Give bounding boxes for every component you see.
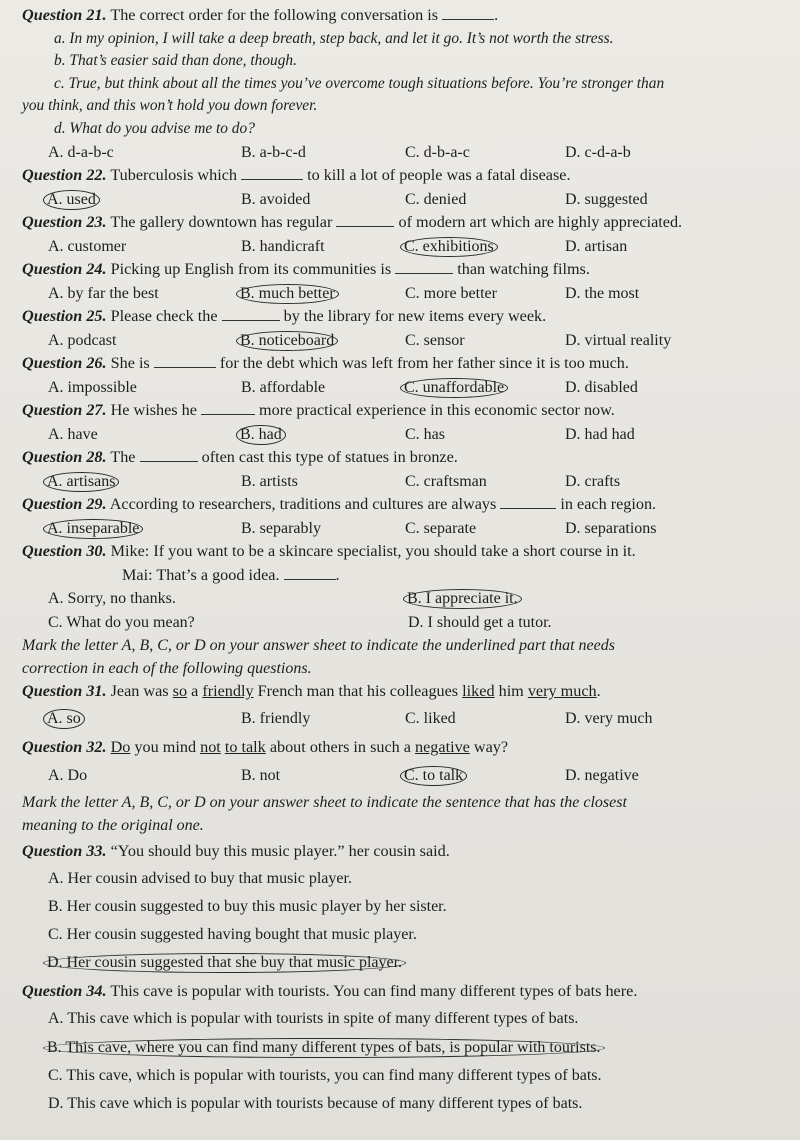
- question-text: This cave is popular with tourists. You can find many different types of bats here.: [110, 982, 638, 1001]
- question-text-before: She is: [110, 353, 150, 372]
- option-c[interactable]: C. more better: [405, 284, 497, 302]
- selected-answer-circle: C. unaffordable: [400, 378, 508, 398]
- options-21: [22, 141, 790, 164]
- question-text-after: more practical experience in this economic sector now.: [259, 400, 615, 419]
- question-29: [22, 493, 790, 517]
- option-b[interactable]: B. friendly: [241, 709, 311, 727]
- option-a[interactable]: A. Do: [48, 766, 88, 784]
- options-22: [22, 188, 790, 211]
- question-26: [22, 352, 790, 376]
- option-d[interactable]: D. c-d-a-b: [565, 143, 631, 161]
- instruction-line: Mark the letter A, B, C, or D on your answer sheet to indicate the underlined part that needs: [22, 636, 615, 654]
- option-c[interactable]: C. sensor: [405, 331, 465, 349]
- options-28: [22, 470, 790, 493]
- option-b[interactable]: B. handicraft: [241, 237, 325, 255]
- sentence-part: a: [191, 681, 199, 700]
- option-d[interactable]: D. suggested: [565, 190, 648, 208]
- option-d[interactable]: D. very much: [565, 709, 653, 727]
- answer-blank: [222, 308, 280, 321]
- sentence-part: you mind: [134, 737, 197, 756]
- option-b[interactable]: B. Her cousin suggested to buy this music player by her sister.: [48, 897, 447, 915]
- question-text-before: Picking up English from its communities is: [110, 259, 392, 278]
- question-text-before: He wishes he: [110, 400, 197, 419]
- question-text-after: often cast this type of statues in bronze.: [201, 447, 458, 466]
- option-c[interactable]: C. has: [405, 425, 445, 443]
- instruction-line: Mark the letter A, B, C, or D on your answer sheet to indicate the sentence that has the closest: [22, 793, 627, 811]
- option-d[interactable]: D. separations: [565, 519, 657, 537]
- question-34: [22, 977, 790, 1005]
- question-number: Question 30.: [22, 541, 107, 560]
- conversation-line-b: b. That’s easier said than done, though.: [54, 52, 297, 70]
- question-number: Question 26.: [22, 353, 107, 372]
- option-a[interactable]: A. by far the best: [48, 284, 159, 302]
- option-b[interactable]: B. not: [241, 766, 281, 784]
- question-text-after: for the debt which was left from her father since it is too much.: [219, 353, 629, 372]
- question-30: [22, 540, 790, 564]
- selected-answer-circle: B. I appreciate it.: [403, 589, 522, 609]
- option-c[interactable]: [405, 761, 565, 791]
- question-31: [22, 680, 790, 704]
- question-24: [22, 258, 790, 282]
- question-text-after: by the library for new items every week.: [283, 306, 547, 325]
- option-d[interactable]: D. virtual reality: [565, 331, 672, 349]
- option-a[interactable]: A. Her cousin advised to buy that music player.: [48, 869, 352, 887]
- options-27: [22, 423, 790, 446]
- sentence-part: him: [498, 681, 524, 700]
- selected-answer-circle: A. artisans: [43, 472, 119, 492]
- sentence-end: .: [596, 681, 601, 700]
- option-a[interactable]: A. podcast: [48, 331, 117, 349]
- sentence-part: French man that his colleagues: [257, 681, 459, 700]
- option-c[interactable]: C. separate: [405, 519, 477, 537]
- question-32: [22, 734, 790, 761]
- question-number: Question 34.: [22, 982, 107, 1001]
- options-24: [22, 282, 790, 305]
- question-text-before: Tuberculosis which: [110, 165, 237, 184]
- answer-blank: [500, 496, 556, 509]
- answer-blank: [336, 214, 394, 227]
- question-number: Question 23.: [22, 212, 107, 231]
- question-22: [22, 164, 790, 188]
- underlined-part-d: negative: [415, 737, 470, 756]
- options-26: [22, 376, 790, 399]
- option-c[interactable]: C. Her cousin suggested having bought that music player.: [48, 925, 417, 943]
- option-a[interactable]: A. d-a-b-c: [48, 143, 114, 161]
- underlined-part-a: Do: [110, 737, 131, 756]
- question-number: Question 31.: [22, 681, 107, 700]
- question-number: Question 29.: [22, 494, 107, 513]
- selected-answer-circle: B. noticeboard: [236, 331, 338, 351]
- option-d[interactable]: D. the most: [565, 284, 640, 302]
- option-a[interactable]: [48, 517, 241, 540]
- option-b[interactable]: [22, 1034, 790, 1062]
- option-c[interactable]: C. d-b-a-c: [405, 143, 470, 161]
- selected-answer-circle: A. inseparable: [43, 519, 143, 539]
- question-text-before: Please check the: [110, 306, 218, 325]
- dialogue-line-mike: Mike: If you want to be a skincare specialist, you should take a short course in it.: [110, 541, 636, 560]
- option-c[interactable]: C. This cave, which is popular with tourists, you can find many different types of bats.: [48, 1066, 602, 1084]
- option-b[interactable]: [241, 423, 405, 446]
- question-number: Question 28.: [22, 447, 107, 466]
- question-text-before: The: [110, 447, 136, 466]
- option-a[interactable]: A. Sorry, no thanks.: [48, 590, 176, 608]
- option-d[interactable]: D. disabled: [565, 378, 638, 396]
- option-a[interactable]: [48, 470, 241, 493]
- question-33: [22, 837, 790, 865]
- question-number: Question 33.: [22, 841, 107, 860]
- option-a[interactable]: A. impossible: [48, 378, 137, 396]
- options-25: [22, 329, 790, 352]
- selected-answer-circle: B. much better: [236, 284, 339, 304]
- question-21: [22, 4, 790, 28]
- option-c[interactable]: C. denied: [405, 190, 467, 208]
- instruction-line: correction in each of the following questions.: [22, 659, 312, 677]
- option-a[interactable]: A. customer: [48, 237, 127, 255]
- option-d[interactable]: [22, 949, 790, 977]
- question-number: Question 22.: [22, 165, 107, 184]
- option-d[interactable]: D. had had: [565, 425, 635, 443]
- underlined-part-c: liked: [462, 681, 495, 700]
- question-number: Question 21.: [22, 6, 107, 24]
- question-text-before: According to researchers, traditions and cultures are always: [109, 494, 497, 513]
- question-text: “You should buy this music player.” her cousin said.: [110, 841, 450, 860]
- options-30-row2: [22, 611, 790, 634]
- options-23: [22, 235, 790, 258]
- option-a[interactable]: [48, 188, 241, 211]
- underlined-part-d: very much: [527, 681, 597, 700]
- option-b[interactable]: B. a-b-c-d: [241, 143, 306, 161]
- answer-blank: [140, 449, 198, 462]
- sentence-part: about others in such a: [269, 737, 411, 756]
- answer-blank: [395, 261, 453, 274]
- question-27: [22, 399, 790, 423]
- underlined-part-c: to talk: [224, 737, 266, 756]
- option-b[interactable]: B. separably: [241, 519, 321, 537]
- selected-answer-circle: C. exhibitions: [400, 237, 498, 257]
- question-text-before: The gallery downtown has regular: [110, 212, 333, 231]
- option-b[interactable]: [241, 329, 405, 352]
- option-c[interactable]: [405, 376, 565, 399]
- option-b[interactable]: B. affordable: [241, 378, 326, 396]
- answer-blank: [284, 567, 336, 580]
- sentence-end: way?: [473, 737, 509, 756]
- question-text: The correct order for the following conversation is: [110, 6, 439, 24]
- option-c[interactable]: C. craftsman: [405, 472, 487, 490]
- question-text-after: in each region.: [560, 494, 657, 513]
- conversation-line-c: c. True, but think about all the times you’ve overcome tough situations before. You’re stronger than: [54, 74, 665, 92]
- question-25: [22, 305, 790, 329]
- option-b[interactable]: [241, 282, 405, 305]
- section-instruction-error: [22, 634, 790, 680]
- question-text-after: of modern art which are highly appreciated.: [398, 212, 683, 231]
- dialogue-text: Mai: That’s a good idea.: [122, 565, 280, 584]
- instruction-line: meaning to the original one.: [22, 816, 204, 834]
- underlined-part-a: so: [172, 681, 188, 700]
- options-30-row1: [22, 587, 790, 610]
- option-d[interactable]: D. artisan: [565, 237, 628, 255]
- selected-answer-circle: B. This cave, where you can find many different types of bats, is popular with tourists.: [43, 1038, 605, 1058]
- question-end: .: [335, 565, 340, 584]
- option-b[interactable]: B. avoided: [241, 190, 311, 208]
- option-d[interactable]: D. This cave which is popular with tourists because of many different types of bats.: [48, 1094, 583, 1112]
- selected-answer-circle: A. used: [43, 190, 100, 210]
- conversation-line-d: d. What do you advise me to do?: [54, 119, 255, 137]
- option-b[interactable]: [408, 587, 790, 610]
- selected-answer-circle: C. to talk: [400, 766, 467, 786]
- conversation-line-a: a. In my opinion, I will take a deep breath, step back, and let it go. It’s not worth the stress.: [54, 29, 614, 47]
- answer-blank: [442, 7, 494, 20]
- option-c[interactable]: C. What do you mean?: [48, 613, 195, 631]
- section-instruction-closest-meaning: [22, 791, 790, 837]
- sentence-part: Jean was: [110, 681, 169, 700]
- option-b[interactable]: B. artists: [241, 472, 298, 490]
- question-number: Question 32.: [22, 737, 107, 756]
- option-d[interactable]: D. crafts: [565, 472, 621, 490]
- question-number: Question 24.: [22, 259, 107, 278]
- answer-blank: [201, 402, 255, 415]
- question-23: [22, 211, 790, 235]
- selected-answer-circle: D. Her cousin suggested that she buy that music player.: [43, 953, 406, 973]
- question-28: [22, 446, 790, 470]
- option-d[interactable]: D. negative: [565, 766, 639, 784]
- option-d[interactable]: D. I should get a tutor.: [408, 613, 552, 631]
- question-number: Question 27.: [22, 400, 107, 419]
- option-c[interactable]: [405, 235, 565, 258]
- option-a[interactable]: A. have: [48, 425, 98, 443]
- option-c[interactable]: C. liked: [405, 709, 456, 727]
- selected-answer-circle: A. so: [43, 709, 85, 729]
- question-text-after: to kill a lot of people was a fatal disease.: [307, 165, 571, 184]
- question-end: .: [494, 6, 499, 24]
- selected-answer-circle: B. had: [236, 425, 286, 445]
- underlined-part-b: not: [200, 737, 221, 756]
- conversation-line-c-cont: you think, and this won’t hold you down forever.: [22, 97, 318, 115]
- option-a[interactable]: [48, 704, 241, 734]
- underlined-part-b: friendly: [202, 681, 254, 700]
- options-31: [22, 704, 790, 734]
- question-number: Question 25.: [22, 306, 107, 325]
- answer-blank: [154, 355, 216, 368]
- answer-blank: [241, 167, 303, 180]
- options-29: [22, 517, 790, 540]
- question-text-after: than watching films.: [457, 259, 590, 278]
- dialogue-line-mai: [22, 564, 790, 588]
- option-a[interactable]: A. This cave which is popular with tourists in spite of many different types of bats.: [48, 1010, 579, 1028]
- options-32: [22, 761, 790, 791]
